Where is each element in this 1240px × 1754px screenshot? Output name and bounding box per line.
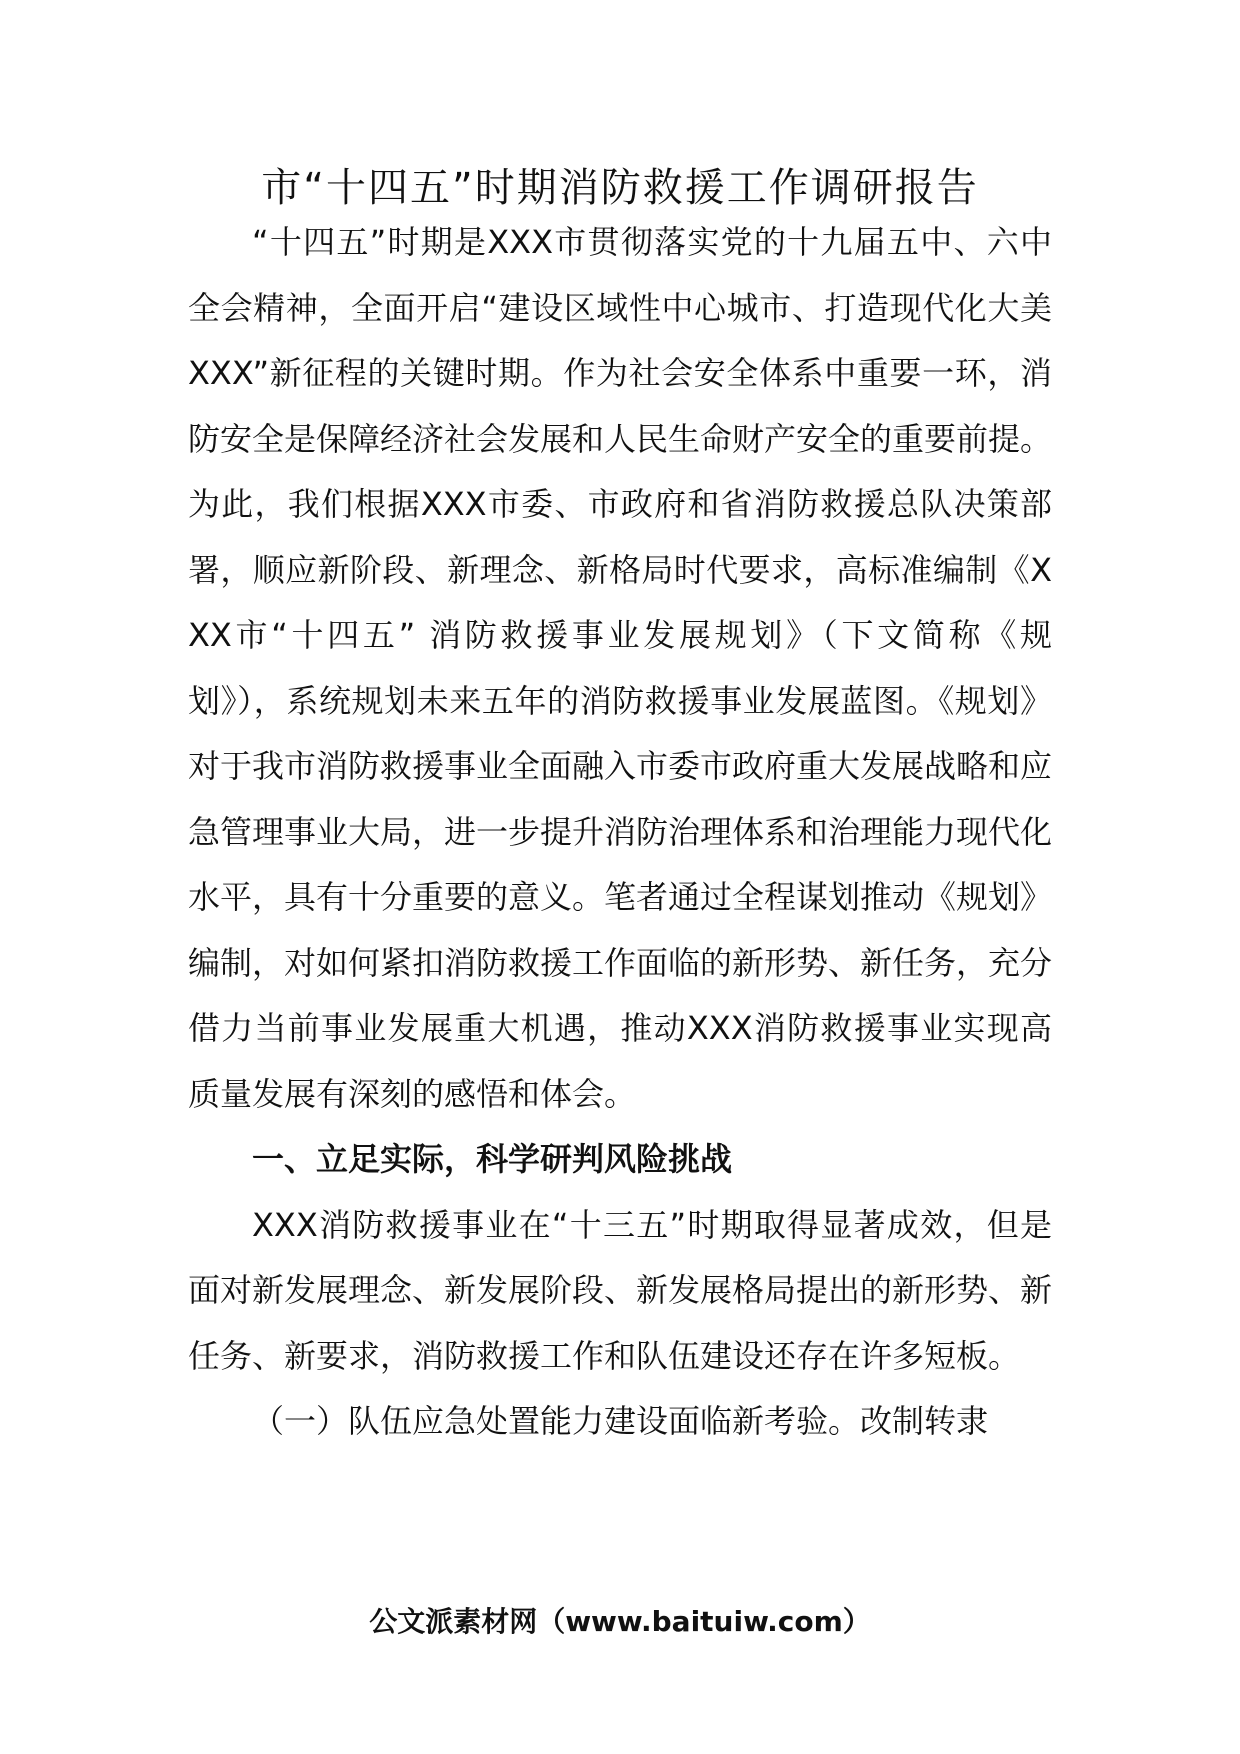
section-heading: 一、立足实际，科学研判风险挑战	[252, 1140, 733, 1178]
intro-paragraph: “十四五”时期是XXX市贯彻落实党的十九届五中、六中全会精神，全面开启“建设区域性中心城市、打造现代化大美XXX”新征程的关键时期。作为社会安全体系中重要一环，消防安全是保障经济社会发展和人民生命财产安全的重要前提。为此，我们根据XXX市委、市政府和省消防救援总队决策部署，顺应新阶段、新理念、新格局时代要求，高标准编制《XXX市“十四五” 消防救援事业发展规划》（下文简称《规划》），系统规划未来五年的消防救援事业发展蓝图。《规划》对于我市消防救援事业全面融入市委市政府重大发展战略和应急管理事业大局，进一步提升消防治理体系和治理能力现代化水平，具有十分重要的意义。笔者通过全程谋划推动《规划》编制，对如何紧扣消防救援工作面临的新形势、新任务，充分借力当前事业发展重大机遇，推动XXX消防救援事业实现高质量发展有深刻的感悟和体会。	[188, 223, 1053, 1113]
document-title: 市“十四五”时期消防救援工作调研报告	[261, 165, 979, 211]
section-paragraph: XXX消防救援事业在“十三五”时期取得显著成效，但是面对新发展理念、新发展阶段、新发展格局提出的新形势、新任务、新要求，消防救援工作和队伍建设还存在许多短板。	[188, 1205, 1053, 1375]
footer-watermark: 公文派素材网（www.baituiw.com）	[369, 1605, 871, 1638]
subsection-paragraph: （一）队伍应急处置能力建设面临新考验。改制转隶	[252, 1402, 989, 1440]
document-body	[188, 210, 1052, 1455]
